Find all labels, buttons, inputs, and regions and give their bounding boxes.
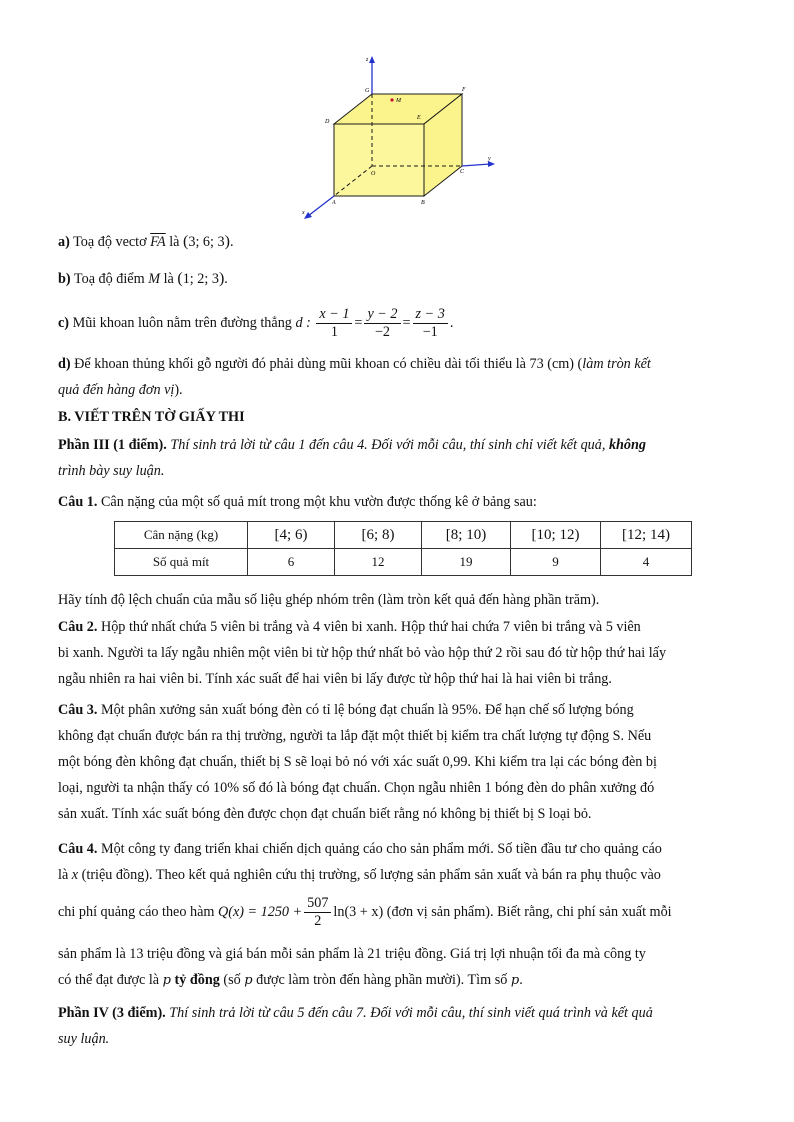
fraction-507-2 <box>304 895 331 930</box>
table-cell: 9 <box>511 549 601 576</box>
table-header-count: Số quả mít <box>115 549 248 576</box>
q4-line5-end: . <box>519 972 523 988</box>
item-b-is: là <box>163 271 174 287</box>
part4-title: Phần IV (3 điểm). <box>58 1005 166 1021</box>
item-a-is: là <box>169 234 180 250</box>
table-cell: 4 <box>601 549 692 576</box>
q2-line2: bi xanh. Người ta lấy ngẫu nhiên một viên bi từ hộp thứ nhất bỏ vào hộp thứ 2 rồi sau đó từ hộp thứ hai lấy <box>58 645 667 661</box>
fraction-y-num: y − 2 <box>364 306 400 324</box>
q2-line1: Hộp thứ nhất chứa 5 viên bi trắng và 4 viên bi xanh. Hộp thứ hai chứa 7 viên bi trắng và 5 viên <box>100 619 641 635</box>
item-a-label: a) <box>58 234 70 250</box>
item-c-text: Mũi khoan luôn nằm trên đường thẳng <box>72 315 292 331</box>
q2-label: Câu 2. <box>58 619 98 635</box>
label-m: M <box>396 98 401 104</box>
fraction-num: 507 <box>304 895 331 913</box>
label-a: A <box>332 200 336 206</box>
part3-instr-bold: không <box>608 437 647 453</box>
equals-2: = <box>402 315 411 331</box>
equals-1: = <box>354 315 363 331</box>
part4-instr1: Thí sinh trả lời từ câu 5 đến câu 7. Đối với mỗi câu, thí sinh viết quá trình và kết quả <box>169 1005 653 1021</box>
q2-line3: ngẫu nhiên ra hai viên bi. Tính xác suất để hai viên bi lấy được từ hộp thứ hai là hai viên bi trắng. <box>58 671 612 687</box>
item-a-value: 3; 6; 3 <box>188 234 225 250</box>
z-arrow <box>369 56 375 63</box>
item-b-value: 1; 2; 3 <box>182 271 219 287</box>
q3-line4: loại, người ta nhận thấy có 10% số đó là bóng đạt chuẩn. Chọn ngẫu nhiên 1 bóng đèn do phân xưởng đó <box>58 780 655 796</box>
item-c <box>58 304 736 342</box>
label-b: B <box>421 200 425 206</box>
line-d-name: d : <box>295 315 311 331</box>
table-cell: 19 <box>422 549 511 576</box>
q1-label: Câu 1. <box>58 494 98 510</box>
q4-line5-a: có thể đạt được là <box>58 972 160 988</box>
q1-text <box>58 489 736 515</box>
point-m <box>390 98 393 101</box>
cube-diagram <box>290 52 510 222</box>
item-c-label: c) <box>58 315 70 331</box>
section-b-title <box>58 404 736 430</box>
box-figure <box>290 52 510 222</box>
label-o: O <box>371 171 376 177</box>
q3-text <box>58 697 736 827</box>
item-b: b) Toạ độ điểm M là (1; 2; 3). <box>58 270 228 287</box>
table-cell: 12 <box>335 549 422 576</box>
part4-instr2: suy luận. <box>58 1031 110 1047</box>
item-a-text: Toạ độ vectơ <box>73 234 147 250</box>
q3-label: Câu 3. <box>58 702 98 718</box>
q1-after: Hãy tính độ lệch chuẩn của mẫu số liệu ghép nhóm trên (làm tròn kết quả đến hàng phần trăm). <box>58 592 600 608</box>
table-cell: [12; 14) <box>601 522 692 549</box>
item-d <box>58 351 736 403</box>
q4-tail <box>58 941 736 994</box>
item-b-text: Toạ độ điểm <box>73 271 145 287</box>
label-d: D <box>325 119 330 125</box>
q4-line5-b: (số <box>223 972 241 988</box>
part3-header <box>58 432 736 484</box>
var-x: x <box>71 867 79 883</box>
q2-text <box>58 614 736 692</box>
q4-line2-a: là <box>58 867 69 883</box>
function-q: Q(x) = 1250 + <box>217 904 303 920</box>
point-m-name: M <box>148 271 161 287</box>
var-p-2: p <box>244 973 253 988</box>
label-g: G <box>365 88 370 94</box>
label-z: z <box>366 57 369 63</box>
q4-line4: sản phẩm là 13 triệu đồng và giá bán mỗi sản phẩm là 21 triệu đồng. Giá trị lợi nhuận tối đa mà công ty <box>58 946 646 962</box>
q4-line5-bold: tỷ đồng <box>174 972 220 988</box>
part3-instr1: Thí sinh trả lời từ câu 1 đến câu 4. Đối với mỗi câu, thí sinh chỉ viết kết quả, <box>170 437 606 453</box>
label-e: E <box>417 115 421 121</box>
fraction-y <box>364 306 400 341</box>
q4-text <box>58 836 736 888</box>
label-f: F <box>462 87 466 93</box>
q4-label: Câu 4. <box>58 841 98 857</box>
item-b-label: b) <box>58 271 71 287</box>
q3-line3: một bóng đèn không đạt chuẩn, thiết bị S sẽ loại bỏ nó với xác suất 0,99. Khi kiểm tra lại các bóng đèn bị <box>58 754 657 770</box>
label-y: y <box>488 156 491 162</box>
item-d-line2-italic: quả đến hàng đơn vị <box>58 382 175 398</box>
q4-line5-c: được làm tròn đến hàng phần mười). Tìm số <box>256 972 508 988</box>
item-d-line1-italic: làm tròn kết <box>582 356 651 372</box>
fraction-y-den: −2 <box>374 324 391 341</box>
q4-line2-b: (triệu đồng). Theo kết quả nghiên cứu thị trường, số lượng sản phẩm sản xuất và bán ra phụ thuộc vào <box>81 867 661 883</box>
q3-line2: không đạt chuẩn được bán ra thị trường, người ta lắp đặt một thiết bị kiểm tra chất lượng tự động S. Nếu <box>58 728 652 744</box>
part3-title: Phần III (1 điểm). <box>58 437 167 453</box>
table-header-weight: Cân nặng (kg) <box>115 522 248 549</box>
table-cell: [4; 6) <box>248 522 335 549</box>
function-log: ln(3 + x) <box>333 904 384 920</box>
table-cell: [6; 8) <box>335 522 422 549</box>
vector-fa: $\overline{FA}$ <box>150 234 166 250</box>
fraction-den: 2 <box>314 913 322 930</box>
q4-line3-b: (đơn vị sản phẩm). Biết rằng, chi phí sản xuất mỗi <box>386 904 672 920</box>
item-c-end: . <box>449 315 454 331</box>
table-row <box>115 549 692 576</box>
label-x: x <box>302 210 305 216</box>
frequency-table <box>114 521 692 576</box>
fraction-x-num: x − 1 <box>316 306 352 324</box>
part3-instr2: trình bày suy luận. <box>58 463 165 479</box>
table-cell: [10; 12) <box>511 522 601 549</box>
table-row <box>115 522 692 549</box>
section-b-title-text: B. VIẾT TRÊN TỜ GIẤY THI <box>58 409 245 425</box>
q4-line1: Một công ty đang triển khai chiến dịch quảng cáo cho sản phẩm mới. Số tiền đầu tư cho quảng cáo <box>100 841 662 857</box>
q4-formula-line <box>58 892 736 932</box>
q3-line5: sản xuất. Tính xác suất bóng đèn được chọn đạt chuẩn biết rằng nó không bị thiết bị S loại bỏ. <box>58 806 592 822</box>
item-b-end: . <box>224 271 228 287</box>
var-p: p <box>162 973 171 988</box>
item-d-label: d) <box>58 356 71 372</box>
item-d-line1: Để khoan thủng khối gỗ người đó phải dùng mũi khoan có chiều dài tối thiểu là 73 (cm) ( <box>74 356 583 372</box>
fraction-z-den: −1 <box>422 324 438 341</box>
q1-body: Cân nặng của một số quả mít trong một khu vườn được thống kê ở bảng sau: <box>100 494 537 510</box>
item-d-line2-end: ). <box>174 382 183 398</box>
item-a: a) Toạ độ vectơ $\overline{FA}$ là (3; 6; 3). <box>58 233 234 250</box>
q3-line1: Một phân xưởng sản xuất bóng đèn có tỉ lệ bóng đạt chuẩn là 95%. Để hạn chế số lượng bóng <box>100 702 634 718</box>
table-cell: [8; 10) <box>422 522 511 549</box>
table-cell: 6 <box>248 549 335 576</box>
fraction-x <box>316 306 352 341</box>
x-axis <box>308 196 334 216</box>
var-p-3: p <box>510 973 520 988</box>
part4-header <box>58 1000 736 1052</box>
q4-line3-a: chi phí quảng cáo theo hàm <box>58 904 215 920</box>
fraction-x-den: 1 <box>330 324 338 341</box>
fraction-z <box>413 306 448 341</box>
fraction-z-num: z − 3 <box>413 306 448 324</box>
y-axis <box>462 164 490 166</box>
label-c: C <box>460 169 465 175</box>
item-a-end: . <box>229 234 234 250</box>
